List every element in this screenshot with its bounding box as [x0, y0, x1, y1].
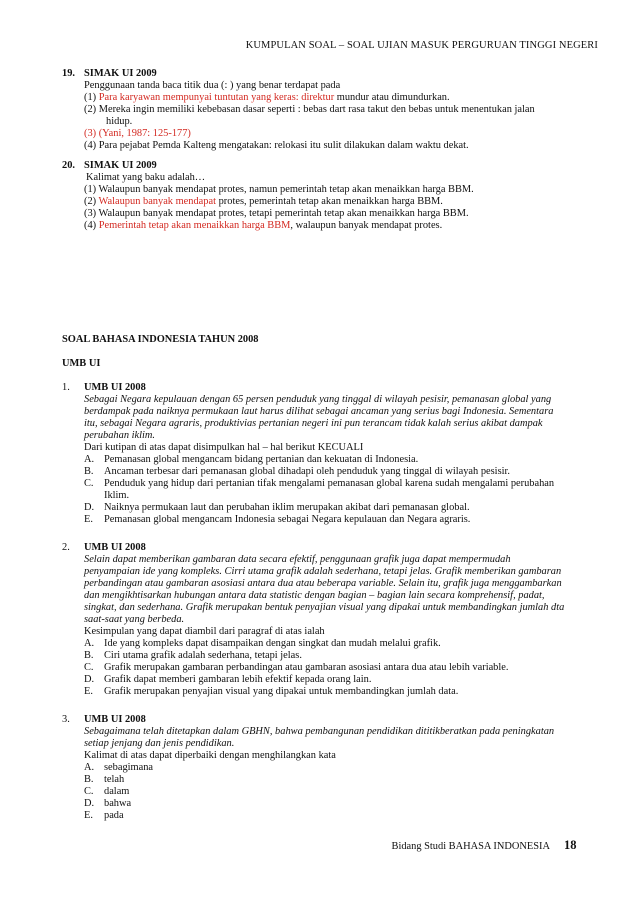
s1-option-text: Penduduk yang hidup dari pertanian tifak mengalami pemanasan global karena sudah mengalami perubahan — [104, 478, 555, 489]
q19-number: 19. — [62, 68, 75, 79]
s3-passage-line: Sebagaimana telah ditetapkan dalam GBHN, bahwa pembangunan pendidikan dititikberatkan pada peningkatan — [84, 726, 555, 737]
q20-option-4 — [84, 220, 442, 232]
q19-option-1-highlight: Para karyawan mempunyai tuntutan yang keras: direktur — [98, 92, 335, 103]
q19-option-2: (2) Mereka ingin memiliki kebebasan dasar seperti : bebas dart rasa takut den bebas untuk menentukan jalan — [84, 104, 535, 115]
s2-heading: UMB UI 2008 — [84, 542, 146, 553]
s3-passage-line: setiap jenjang dan jenis pendidikan. — [84, 738, 235, 749]
q19-option-4: (4) Para pejabat Pemda Kalteng mengatakan: relokasi itu sulit dilakukan dalam waktu dekat. — [84, 140, 469, 151]
section-subtitle: UMB UI — [62, 358, 101, 369]
s3-option-letter: B. — [84, 774, 94, 785]
q20-number: 20. — [62, 160, 75, 171]
s2-option-text: Ciri utama grafik adalah sederhana, tetapi jelas. — [104, 650, 302, 661]
q20-option-2-highlight: Walaupun banyak mendapat — [98, 196, 216, 207]
q20-option-4-highlight: Pemerintah tetap akan menaikkan harga BBM — [98, 220, 291, 231]
s2-option-letter: D. — [84, 674, 95, 685]
footer-subject: Bidang Studi BAHASA INDONESIA — [391, 841, 550, 852]
s2-number: 2. — [62, 542, 70, 553]
s3-option-text: bahwa — [104, 798, 132, 809]
q20-option-4-prefix: (4) — [84, 220, 99, 231]
s1-passage-line: itu, sebagai Negara agraris, produktivias pertanian negeri ini pun terancam tidak kalah serius akibat dampak — [84, 418, 543, 429]
s3-number: 3. — [62, 714, 70, 725]
s2-option-letter: B. — [84, 650, 94, 661]
s3-prompt: Kalimat di atas dapat diperbaiki dengan menghilangkan kata — [84, 750, 336, 761]
s1-option-letter: B. — [84, 466, 94, 477]
q20-option-2 — [84, 196, 443, 208]
s1-passage-line: berdampak pada naiknya permukaan laut harus dilihat sebagai ancaman yang serius bagi Indonesia. Sementara — [84, 406, 554, 417]
s1-option-text: Pemanasan global mengancam bidang pertanian dan kekuatan di Indonesia. — [104, 454, 419, 465]
q20-option-3: (3) Walaupun banyak mendapat protes, tetapi pemerintah tetap akan menaikkan harga BBM. — [84, 208, 469, 219]
s2-passage-line: saat-saat yang berbeda. — [84, 614, 185, 625]
s2-option-letter: C. — [84, 662, 94, 673]
page-number: 18 — [564, 838, 577, 852]
s2-option-text: Grafik merupakan penyajian visual yang dipakai untuk membandingkan jumlah data. — [104, 686, 459, 697]
s1-option-letter: A. — [84, 454, 95, 465]
q19-option-1 — [84, 92, 450, 104]
s3-option-letter: A. — [84, 762, 95, 773]
s3-heading: UMB UI 2008 — [84, 714, 146, 725]
s3-option-letter: C. — [84, 786, 94, 797]
s3-option-text: pada — [104, 810, 124, 821]
s3-option-text: dalam — [104, 786, 130, 797]
s3-option-text: telah — [104, 774, 125, 785]
q20-option-2-prefix: (2) — [84, 196, 99, 207]
q19-option-1-prefix: (1) — [84, 92, 99, 103]
s2-option-letter: E. — [84, 686, 93, 697]
s1-option-text: Ancaman terbesar dari pemanasan global dihadapi oleh penduduk yang tinggal di wilayah pesisir. — [104, 466, 510, 477]
s1-option-text: Pemanasan global mengancam Indonesia sebagai Negara kepulauan dan Negara agraris. — [104, 514, 471, 525]
s2-passage-line: Selain dapat memberikan gambaran data secara efektif, penggunaan grafik juga dapat mempermudah — [84, 554, 511, 565]
s1-option-letter: D. — [84, 502, 95, 513]
s3-option-letter: D. — [84, 798, 95, 809]
s1-option-text: Naiknya permukaan laut dan perubahan iklim merupakan akibat dari pemanasan global. — [104, 502, 470, 513]
s2-option-letter: A. — [84, 638, 95, 649]
q20-option-2-rest: protes, pemerintah tetap akan menaikkan harga BBM. — [216, 196, 443, 207]
s2-prompt: Kesimpulan yang dapat diambil dari paragraf di atas ialah — [84, 626, 325, 637]
s3-option-text: sebagimana — [104, 762, 154, 773]
s1-heading: UMB UI 2008 — [84, 382, 146, 393]
s1-option-letter: E. — [84, 514, 93, 525]
s2-option-text: Ide yang kompleks dapat disampaikan dengan singkat dan mudah melalui grafik. — [104, 638, 441, 649]
q19-option-2-cont: hidup. — [106, 116, 133, 127]
q19-heading: SIMAK UI 2009 — [84, 68, 157, 79]
q19-prompt: Penggunaan tanda baca titik dua (: ) yang benar terdapat pada — [84, 80, 341, 91]
s2-passage-line: dan mengikhtisarkan hubungan antara data statistic dengan bagian – bagian lain secara komprehensif, padat, — [84, 590, 545, 601]
s2-option-text: Grafik merupakan gambaran perbandingan atau gambaran asosiasi antara dua atau lebih variable. — [104, 662, 509, 673]
q19-option-1-rest: mundur atau dimundurkan. — [334, 92, 450, 103]
s1-passage-line: perubahan iklim. — [84, 430, 155, 441]
s1-prompt: Dari kutipan di atas dapat disimpulkan hal – hal berikut KECUALI — [84, 442, 364, 453]
s1-option-text: Iklim. — [104, 490, 130, 501]
s1-number: 1. — [62, 382, 70, 393]
q20-option-4-rest: , walaupun banyak mendapat protes. — [290, 220, 443, 231]
section-title: SOAL BAHASA INDONESIA TAHUN 2008 — [62, 334, 259, 345]
q20-option-1: (1) Walaupun banyak mendapat protes, namun pemerintah tetap akan menaikkan harga BBM. — [84, 184, 474, 195]
s1-option-letter: C. — [84, 478, 94, 489]
running-header: KUMPULAN SOAL – SOAL UJIAN MASUK PERGURUAN TINGGI NEGERI — [245, 40, 598, 51]
s2-passage-line: perbandingan atau gambaran asosiasi antara dua atau beberapa variable. Selain itu, grafik juga menggambarkan — [84, 578, 562, 589]
q19-option-3: (3) (Yani, 1987: 125-177) — [84, 128, 191, 139]
q20-heading: SIMAK UI 2009 — [84, 160, 157, 171]
s2-option-text: Grafik dapat memberi gambaran lebih efektif kepada orang lain. — [104, 674, 372, 685]
q20-prompt: Kalimat yang baku adalah… — [86, 172, 206, 183]
s2-passage-line: singkat, dan sederhana. Grafik merupakan bentuk penyajian visual yang dipakai untuk membandingkan jumlah dta — [84, 602, 565, 613]
s3-option-letter: E. — [84, 810, 93, 821]
s2-passage-line: penyampaian ide yang kompleks. Cirri utama grafik adalah sederhana, tetapi jelas. Grafik memberikan gambaran — [84, 566, 562, 577]
s1-passage-line: Sebagai Negara kepulauan dengan 65 persen penduduk yang tinggal di wilayah pesisir, pemanasan global yang — [84, 394, 552, 405]
